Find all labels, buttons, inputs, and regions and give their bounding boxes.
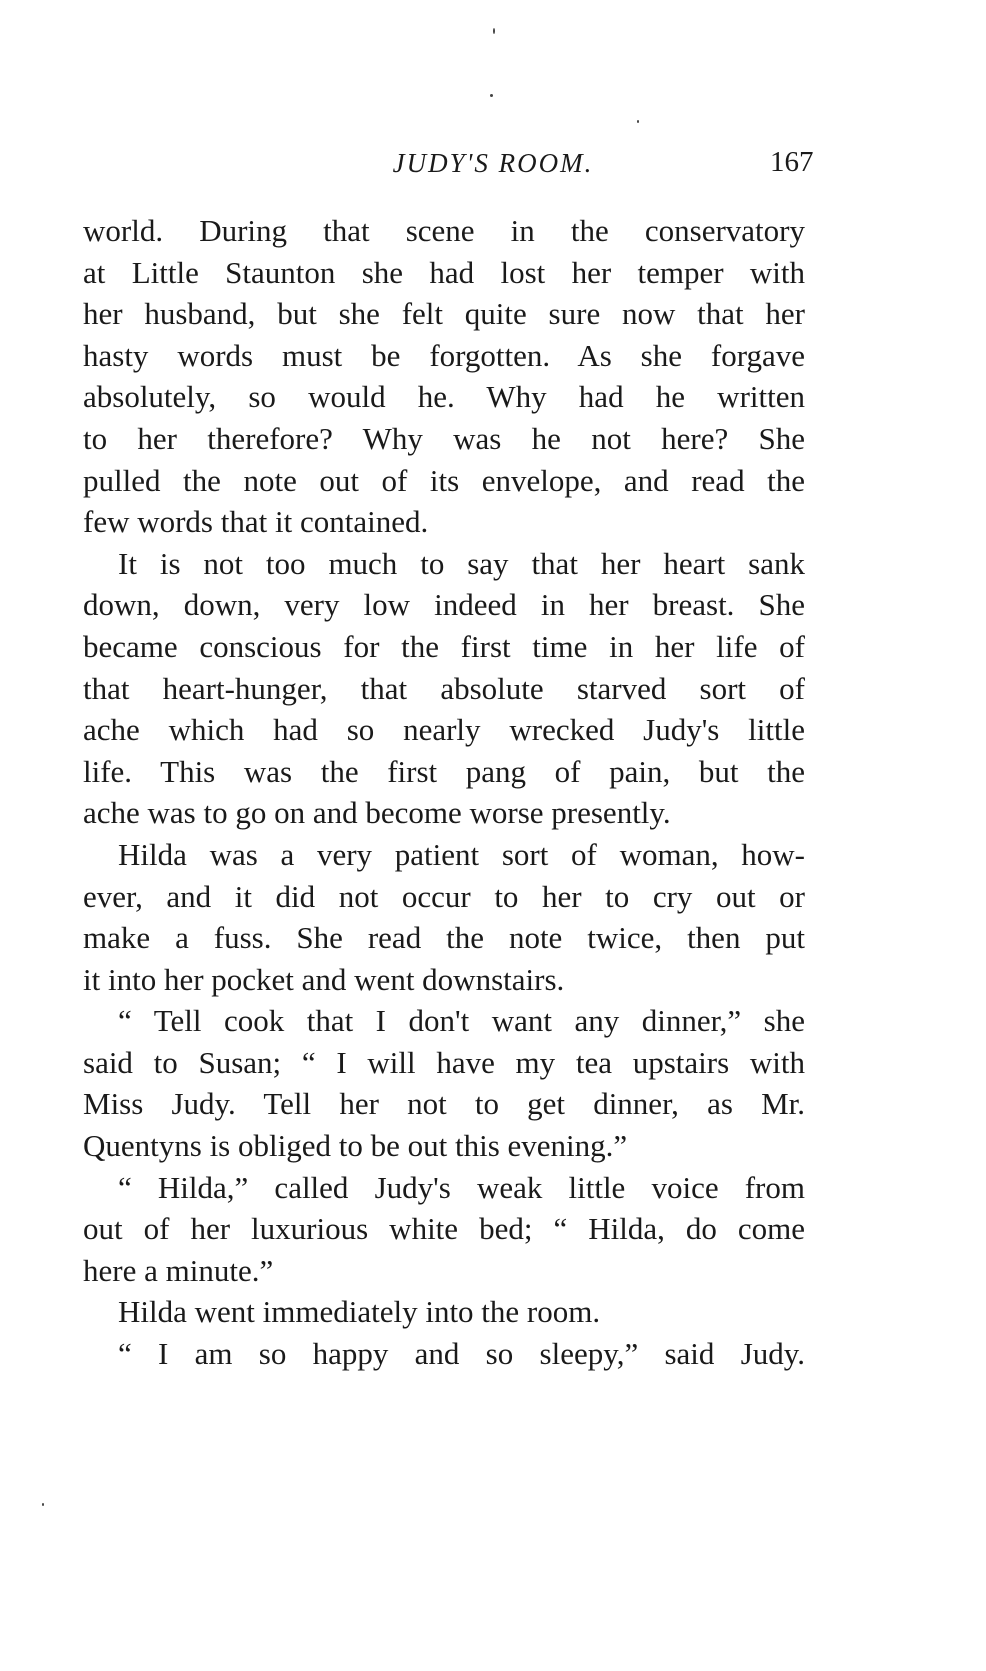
text-line: hasty words must be forgotten. As she forgave <box>83 337 805 373</box>
text-line: at Little Staunton she had lost her temper with <box>83 254 805 290</box>
text-line: here a minute.” <box>83 1252 274 1288</box>
text-line: absolutely, so would he. Why had he written <box>83 379 805 415</box>
scan-speck <box>493 28 495 34</box>
text-line: Miss Judy. Tell her not to get dinner, as Mr. <box>83 1086 805 1122</box>
text-line: her husband, but she felt quite sure now that her <box>83 296 805 332</box>
text-line: ever, and it did not occur to her to cry out or <box>83 878 805 914</box>
scan-speck <box>490 94 493 97</box>
text-line: that heart-hunger, that absolute starved sort of <box>83 670 805 706</box>
scan-speck <box>42 1503 44 1506</box>
text-line: to her therefore? Why was he not here? She <box>83 420 805 456</box>
text-line: pulled the note out of its envelope, and read the <box>83 462 805 498</box>
running-header-title: JUDY'S ROOM. <box>392 148 594 178</box>
text-line: Hilda went immediately into the room. <box>118 1294 601 1330</box>
text-line: make a fuss. She read the note twice, then put <box>83 920 805 956</box>
text-line: it into her pocket and went downstairs. <box>83 961 565 997</box>
text-line: ache which had so nearly wrecked Judy's little <box>83 712 805 748</box>
text-line: life. This was the first pang of pain, but the <box>83 753 805 789</box>
text-line: ache was to go on and become worse presently. <box>83 795 671 831</box>
page-number: 167 <box>770 146 814 178</box>
text-line: out of her luxurious white bed; “ Hilda, do come <box>83 1211 805 1247</box>
text-line: “ Hilda,” called Judy's weak little voice from <box>118 1169 805 1205</box>
text-line: Quentyns is obliged to be out this evening.” <box>83 1128 628 1164</box>
text-line: Hilda was a very patient sort of woman, how- <box>118 836 805 872</box>
text-line: down, down, very low indeed in her breast. She <box>83 587 805 623</box>
text-line: world. During that scene in the conservatory <box>83 213 805 248</box>
text-line: It is not too much to say that her heart sank <box>118 545 805 581</box>
text-line: few words that it contained. <box>83 504 429 540</box>
text-line: “ Tell cook that I don't want any dinner,” she <box>118 1003 805 1039</box>
text-line: became conscious for the first time in her life of <box>83 628 805 664</box>
body-text <box>83 210 805 1375</box>
scan-speck <box>637 120 639 123</box>
text-line: “ I am so happy and so sleepy,” said Judy. <box>118 1336 805 1372</box>
text-line: said to Susan; “ I will have my tea upstairs with <box>83 1044 805 1080</box>
